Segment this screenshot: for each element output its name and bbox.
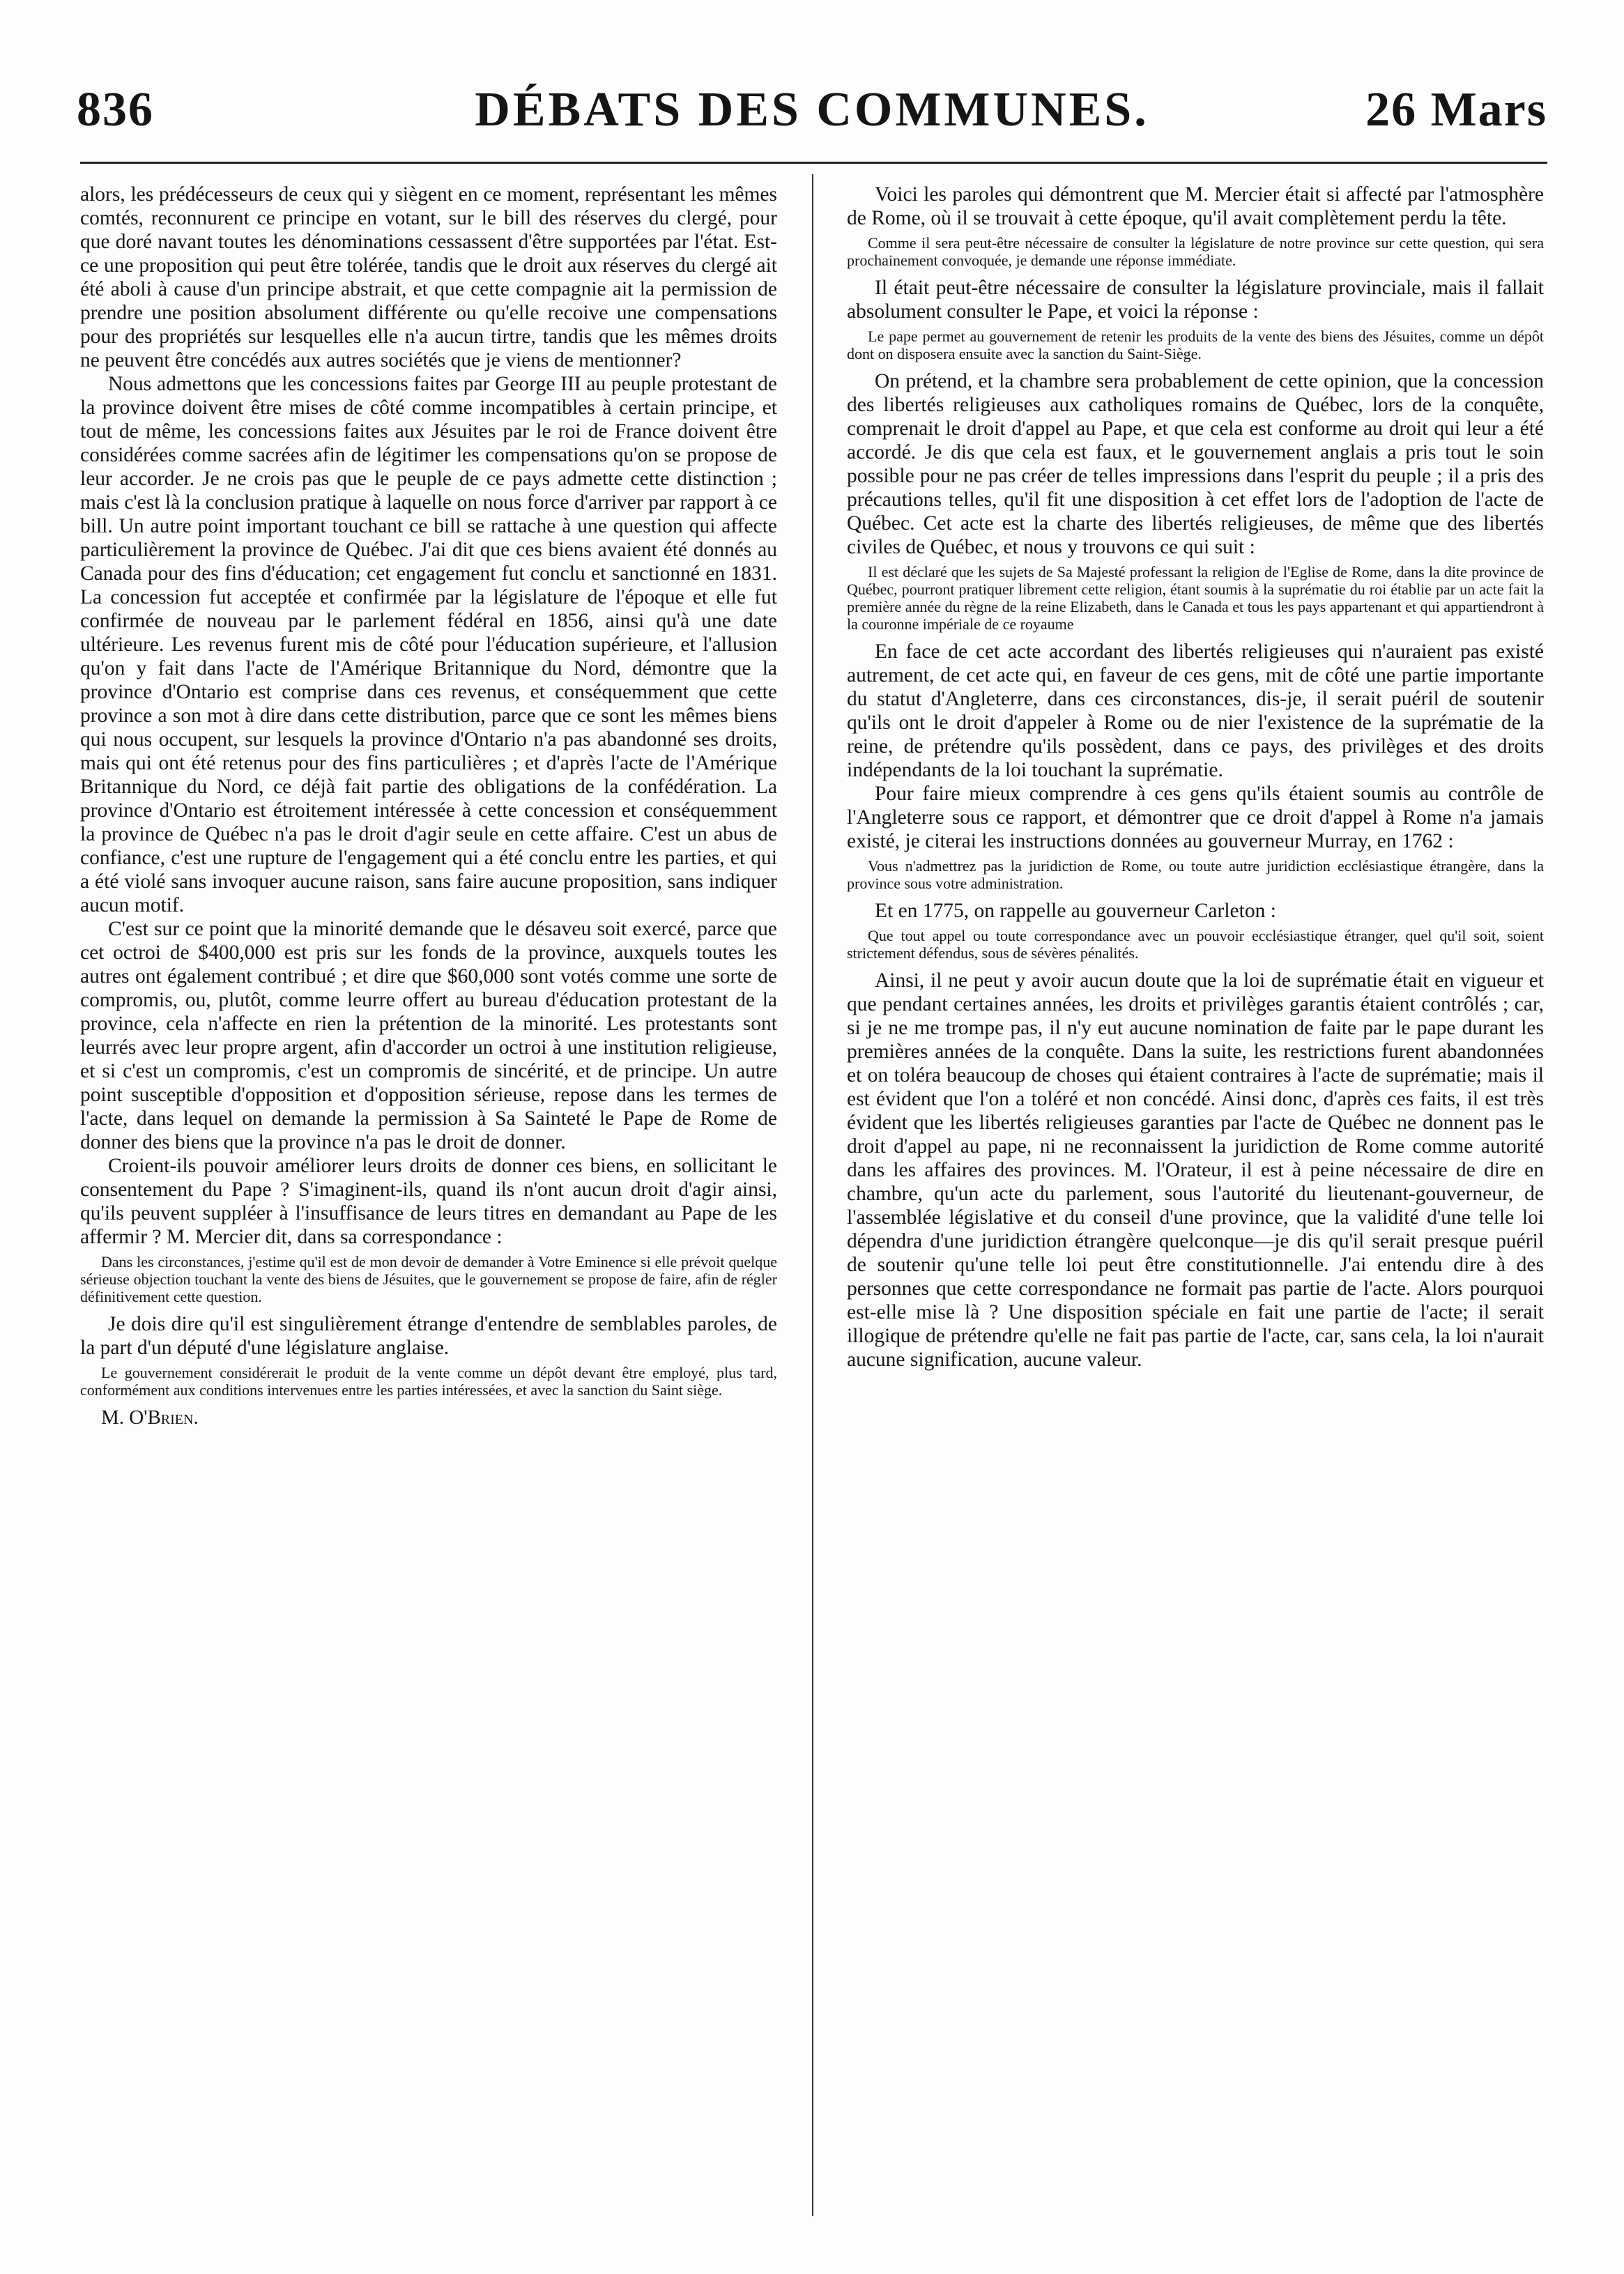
page-number: 836 <box>77 83 154 137</box>
paragraph: Et en 1775, on rappelle au gouverneur Carleton : <box>875 900 1276 922</box>
quotation: Il est déclaré que les sujets de Sa Majesté professant la religion de l'Eglise de Rome, dans la dite province de Québec, pourront pratiquer librement cette religion, étant soumis à la suprématie du roi établie par un acte fait la première année du règne de la reine Elizabeth, dans le Canada et tous les pays appartenant et qui appartiendront à la couronne impériale de ce royaume <box>847 563 1544 633</box>
paragraph: alors, les prédécesseurs de ceux qui y siègent en ce moment, représentant les mêmes comtés, reconnurent ce principe en votant, sur le bill des réserves du clergé, pour que doré navant toutes les dénominations cessassent d'être supportées par l'état. Est-ce une proposition qui peut être tolérée, tandis que le droit aux réserves du clergé ait été aboli à cause d'un principe abstrait, et que cette compagnie ait la permission de prendre une position absolument différente ou qu'elle recoive une compensations pour des propriétés sur lesquelles elle n'a aucun tirtre, tandis que les mêmes droits ne peuvent être concédés aux autres sociétés que je viens de mentionner? <box>80 183 777 371</box>
quotation: Que tout appel ou toute correspondance avec un pouvoir ecclésiastique étranger, quel qu'il soit, soient strictement défendus, sous de sévères pénalités. <box>847 927 1544 962</box>
page-header <box>77 82 1547 138</box>
quotation: Dans les circonstances, j'estime qu'il est de mon devoir de demander à Votre Eminence si elle prévoit quelque sérieuse objection touchant la vente des biens de Jésuites, que le gouvernement se propose de faire, afin de régler définitivement cette question. <box>80 1253 777 1305</box>
paragraph: Pour faire mieux comprendre à ces gens qu'ils étaient soumis au contrôle de l'Angleterre sous ce rapport, et démontrer que ce droit d'appel à Rome n'a jamais existé, je citerai les instructions données au gouverneur Murray, en 1762 : <box>847 783 1544 852</box>
quotation: Le gouvernement considérerait le produit de la vente comme un dépôt devant être employé, plus tard, conformément aux conditions intervenues entre les parties intéressées, et avec la sanction du Saint siège. <box>80 1364 777 1399</box>
quotation: Le pape permet au gouvernement de retenir les produits de la vente des biens des Jésuites, comme un dépôt dont on disposera ensuite avec la sanction du Saint-Siège. <box>847 328 1544 362</box>
paragraph: Ainsi, il ne peut y avoir aucun doute que la loi de suprématie était en vigueur et que pendant certaines années, les droits et privilèges garantis étaient contrôlés ; car, si je ne me trompe pas, il n'y eut aucune nomination de faite par le pape durant les premières années de la conquête. Dans la suite, les restrictions furent abandonnées et on toléra beaucoup de choses qui étaient contraires à l'acte de suprématie; mais il est évident que l'on a toléré et non concédé. Ainsi donc, d'après ces faits, il est très évident que les libertés religieuses garanties par l'acte de Québec ne donnent pas le droit d'appel au pape, ni ne reconnaissent la juridiction de Rome comme autorité dans les affaires des provinces. M. l'Orateur, il est à peine nécessaire de dire en chambre, qu'un acte du parlement, sous l'autorité du lieutenant-gouverneur, de l'assemblée législative et du conseil d'une province, que la validité d'une telle loi dépendra d'une juridiction étrangère quelconque—je dis qu'il serait presque puéril de soutenir qu'une telle loi peut être constitutionnelle. J'ai entendu dire à des personnes que cette correspondance ne formait pas partie de l'acte. Alors pourquoi est-elle mise là ? Une disposition spéciale en fait une partie de l'acte; il serait illogique de prétendre qu'elle ne fait pas partie de l'acte, car, sans cela, la loi n'aurait aucune signification, aucune valeur. <box>847 969 1544 1371</box>
quotation: Comme il sera peut-être nécessaire de consulter la législature de notre province sur cette question, qui sera prochainement convoquée, je demande une réponse immédiate. <box>847 234 1544 269</box>
paragraph: On prétend, et la chambre sera probablement de cette opinion, que la concession des libertés religieuses aux catholiques romains de Québec, lors de la conquête, comprenait le droit d'appel au Pape, et que cela est conforme au droit qui leur a été accordé. Je dis que cela est faux, et le gouvernement anglais a pris tout le soin possible pour ne pas créer de telles impressions dans l'esprit du peuple ; il a pris des précautions telles, qu'il fit une disposition à cet effet lors de l'adoption de l'acte de Québec. Cet acte est la charte des libertés religieuses, de même que des libertés civiles de Québec, et nous y trouvons ce qui suit : <box>847 370 1544 558</box>
header-date: 26 Mars <box>1365 83 1547 137</box>
running-title: DÉBATS DES COMMUNES. <box>475 83 1149 137</box>
paragraph: En face de cet acte accordant des libertés religieuses qui n'auraient pas existé autrement, de cet acte qui, en faveur de ces gens, mit de côté une partie importante du statut d'Angleterre, dans ces circonstances, dis-je, il serait puéril de soutenir qu'ils ont le droit d'appeler à Rome ou de nier l'existence de la suprématie de la reine, de prétendre qu'ils possèdent, dans ce pays, des privilèges et des droits indépendants de la loi touchant la suprématie. <box>847 640 1544 781</box>
paragraph: Je dois dire qu'il est singulièrement étrange d'entendre de semblables paroles, de la part d'un député d'une législature anglaise. <box>80 1313 777 1359</box>
paragraph: Voici les paroles qui démontrent que M. Mercier était si affecté par l'atmosphère de Rome, où il se trouvait à cette époque, qu'il avait complètement perdu la tête. <box>847 183 1544 229</box>
header-rule <box>80 162 1547 164</box>
right-column <box>847 183 1544 1372</box>
paragraph: Nous admettons que les concessions faites par George III au peuple protestant de la province doivent être mises de côté comme incompatibles à certain principe, et tout de même, les concessions faites aux Jésuites par le roi de France doivent être considérées comme sacrées afin de légitimer les compensations qu'on se propose de leur accorder. Je ne crois pas que le peuple de ce pays admette cette distinction ; mais c'est là la conclusion pratique à laquelle on nous force d'arriver par rapport à ce bill. Un autre point important touchant ce bill se rattache à une question qui affecte particulièrement la province de Québec. J'ai dit que ces biens avaient été donnés au Canada pour des fins d'éducation; cet engagement fut conclu et sanctionné en 1831. La concession fut acceptée et confirmée par la législature de l'époque et elle fut confirmée de nouveau par le parlement fédéral en 1856, ainsi qu'à une date ultérieure. Les revenus furent mis de côté pour l'éducation supérieure, et l'allusion qu'on y fait dans l'acte de l'Amérique Britannique du Nord, démontre que la province d'Ontario est comprise dans ces revenus, et conséquemment que cette province a son mot à dire dans cette distribution, parce que ce sont les mêmes biens qui nous occupent, sur lesquels la province d'Ontario n'a pas abandonné ses droits, mais qui ont été retenus pour des fins particulières ; et d'après l'acte de l'Amérique Britannique du Nord, ce déjà fait partie des obligations de la confédération. La province d'Ontario est étroitement intéressée à cette concession et conséquemment la province de Québec n'a pas le droit d'agir seule en cette affaire. C'est un abus de confiance, c'est une rupture de l'engagement qui a été conclu entre les parties, et qui a été violé sans invoquer aucune raison, sans faire aucune proposition, sans indiquer aucun motif. <box>80 373 777 916</box>
speaker-signature: M. O'Brien. <box>101 1406 199 1429</box>
paragraph: Il était peut-être nécessaire de consulter la législature provinciale, mais il fallait absolument consulter le Pape, et voici la réponse : <box>847 277 1544 323</box>
left-column <box>80 183 777 1429</box>
paragraph: Croient-ils pouvoir améliorer leurs droits de donner ces biens, en sollicitant le consentement du Pape ? S'imaginent-ils, quand ils n'ont aucun droit d'agir ainsi, qu'ils peuvent suppléer à l'insuffisance de leurs titres en demandant au Pape de les affermir ? M. Mercier dit, dans sa correspondance : <box>80 1155 777 1248</box>
quotation: Vous n'admettrez pas la juridiction de Rome, ou toute autre juridiction ecclésiastique étrangère, dans la province sous votre administration. <box>847 857 1544 892</box>
column-divider <box>812 174 813 2216</box>
paragraph: C'est sur ce point que la minorité demande que le désaveu soit exercé, parce que cet octroi de $400,000 est pris sur les fonds de la province, auxquels toutes les autres ont également contribué ; et dire que $60,000 sont votés comme une sorte de compromis, ou, plutôt, comme leurre offert au bureau d'éducation protestant de la province, cela n'affecte en rien la prétention de la minorité. Les protestants sont leurrés avec leur propre argent, afin d'accorder un octroi à une institution religieuse, et si c'est un compromis, c'est un compromis de sincérité, et de principe. Un autre point susceptible d'opposition et d'opposition sérieuse, repose dans les termes de l'acte, dans lequel on demande la permission à Sa Sainteté le Pape de Rome de donner des biens que la province n'a pas le droit de donner. <box>80 918 777 1153</box>
